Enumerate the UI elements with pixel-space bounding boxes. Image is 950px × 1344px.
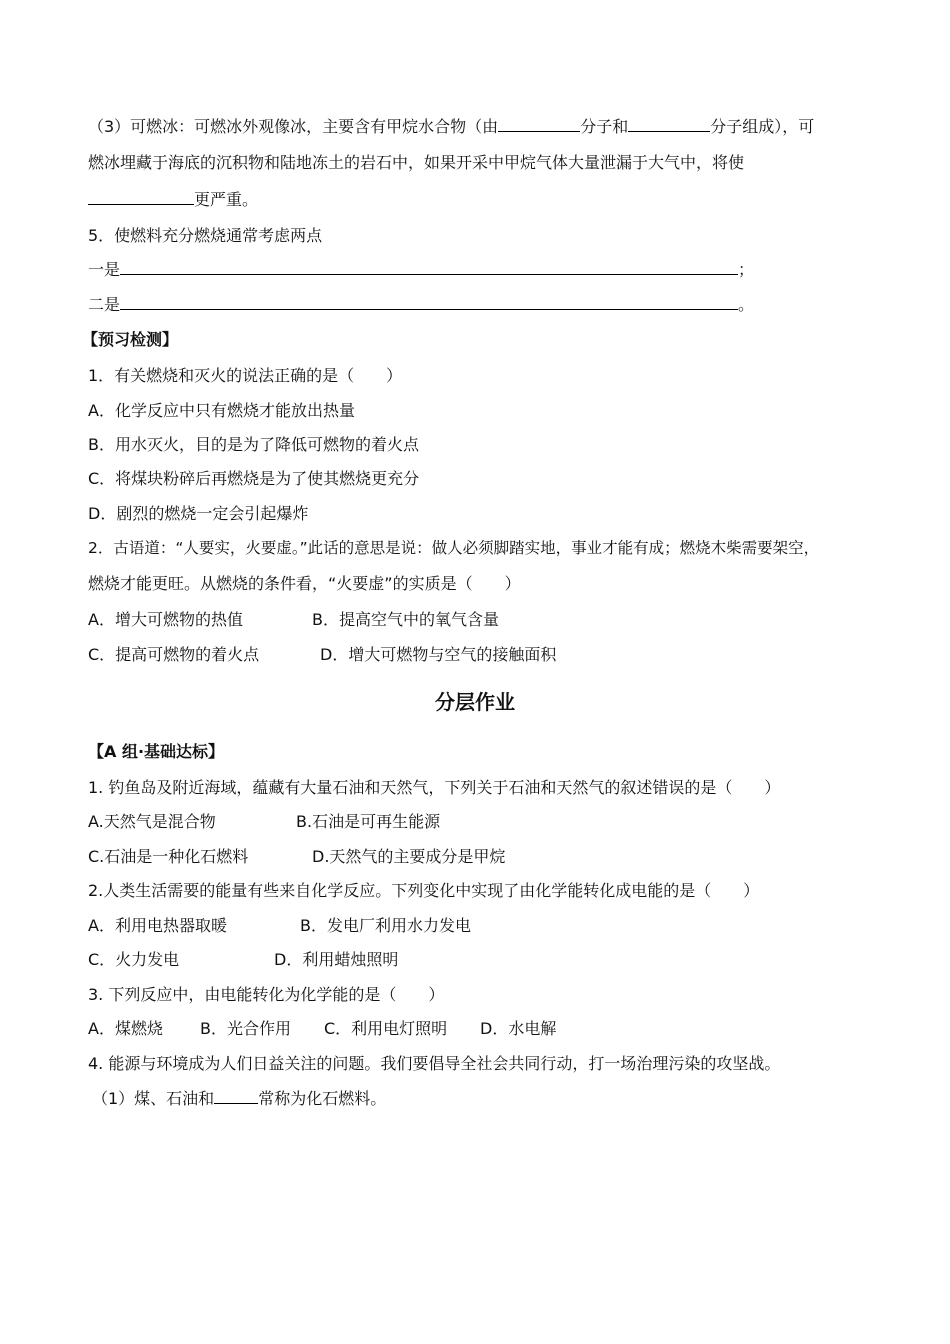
answer-blank[interactable] <box>628 117 710 132</box>
hw-q4-sub1 <box>92 1089 386 1109</box>
hw-q4-stem: 4. 能源与环境成为人们日益关注的问题。我们要倡导全社会共同行动，打一场治理污染的攻坚战。 <box>88 1054 781 1073</box>
hw-q2-option-b[interactable]: B．发电厂利用水力发电 <box>300 916 471 935</box>
check-q2-stem-line-2: 燃烧才能更旺。从燃烧的条件看，“火要虚”的实质是（ ） <box>88 574 521 593</box>
check-q1-option-a[interactable]: A．化学反应中只有燃烧才能放出热量 <box>88 401 355 420</box>
hw-q3-option-d[interactable]: D．水电解 <box>480 1019 557 1038</box>
hw-q3-option-b[interactable]: B．光合作用 <box>200 1019 291 1038</box>
paragraph-3-text-a: （3）可燃冰：可燃冰外观像冰，主要含有甲烷水合物（由 <box>88 117 499 136</box>
paragraph-3-text-b: 分子和 <box>580 117 629 136</box>
hw-q1-option-d[interactable]: D.天然气的主要成分是甲烷 <box>312 847 506 866</box>
preview-check-heading: 【预习检测】 <box>82 330 179 349</box>
hw-q1-option-c[interactable]: C.石油是一种化石燃料 <box>88 847 249 866</box>
question-5-first <box>88 260 754 280</box>
first-end: ； <box>738 260 755 279</box>
first-label: 一是 <box>88 260 121 279</box>
answer-blank[interactable] <box>120 260 738 275</box>
paragraph-3-text-c: 分子组成），可 <box>710 117 815 136</box>
hw-q1-option-a[interactable]: A.天然气是混合物 <box>88 812 216 831</box>
hw-q4-sub1-text-a: （1）煤、石油和 <box>92 1089 215 1108</box>
hw-q2-option-d[interactable]: D．利用蜡烛照明 <box>274 950 399 969</box>
hw-q2-stem: 2.人类生活需要的能量有些来自化学反应。下列变化中实现了由化学能转化成电能的是（ ） <box>88 881 760 900</box>
group-a-heading: 【A 组·基础达标】 <box>88 742 225 761</box>
answer-blank[interactable] <box>120 295 738 310</box>
hw-q1-stem: 1. 钓鱼岛及附近海域，蕴藏有大量石油和天然气，下列关于石油和天然气的叙述错误的是（ ） <box>88 778 781 797</box>
hw-q2-option-a[interactable]: A．利用电热器取暖 <box>88 916 227 935</box>
check-q2-stem-line-1: 2．古语道：“人要实，火要虚。”此话的意思是说：做人必须脚踏实地，事业才能有成；燃烧木柴需要架空， <box>88 539 820 557</box>
second-label: 二是 <box>88 295 121 314</box>
hw-q3-option-c[interactable]: C．利用电灯照明 <box>324 1019 448 1038</box>
check-q1-option-c[interactable]: C．将煤块粉碎后再燃烧是为了使其燃烧更充分 <box>88 469 420 488</box>
paragraph-3-line-1 <box>88 117 814 137</box>
hw-q3-options <box>88 1019 557 1039</box>
paragraph-3-text-end: 更严重。 <box>194 190 259 209</box>
hw-q4-sub1-text-b: 常称为化石燃料。 <box>258 1089 387 1108</box>
hw-q1-option-b[interactable]: B.石油是可再生能源 <box>296 812 441 831</box>
hw-q3-option-a[interactable]: A．煤燃烧 <box>88 1019 163 1038</box>
check-q1-stem: 1．有关燃烧和灭火的说法正确的是（ ） <box>88 366 403 385</box>
hw-q2-option-c[interactable]: C．火力发电 <box>88 950 180 969</box>
check-q2-option-b[interactable]: B．提高空气中的氧气含量 <box>312 610 499 629</box>
answer-blank[interactable] <box>498 117 580 132</box>
check-q1-option-b[interactable]: B．用水灭火，目的是为了降低可燃物的着火点 <box>88 435 419 454</box>
answer-blank[interactable] <box>214 1089 258 1104</box>
question-5-second <box>88 295 754 315</box>
hw-q3-stem: 3. 下列反应中，由电能转化为化学能的是（ ） <box>88 985 445 1004</box>
paragraph-3-line-2: 燃冰埋藏于海底的沉积物和陆地冻土的岩石中，如果开采中甲烷气体大量泄漏于大气中，将使 <box>88 153 745 172</box>
question-5-title: 5．使燃料充分燃烧通常考虑两点 <box>88 226 323 245</box>
check-q2-option-d[interactable]: D．增大可燃物与空气的接触面积 <box>320 645 557 664</box>
paragraph-3-line-3 <box>88 190 258 210</box>
check-q2-option-c[interactable]: C．提高可燃物的着火点 <box>88 645 260 664</box>
homework-title: 分层作业 <box>435 690 515 714</box>
check-q2-option-a[interactable]: A．增大可燃物的热值 <box>88 610 243 629</box>
second-end: 。 <box>738 295 755 314</box>
answer-blank[interactable] <box>88 190 194 205</box>
check-q1-option-d[interactable]: D．剧烈的燃烧一定会引起爆炸 <box>88 504 309 523</box>
